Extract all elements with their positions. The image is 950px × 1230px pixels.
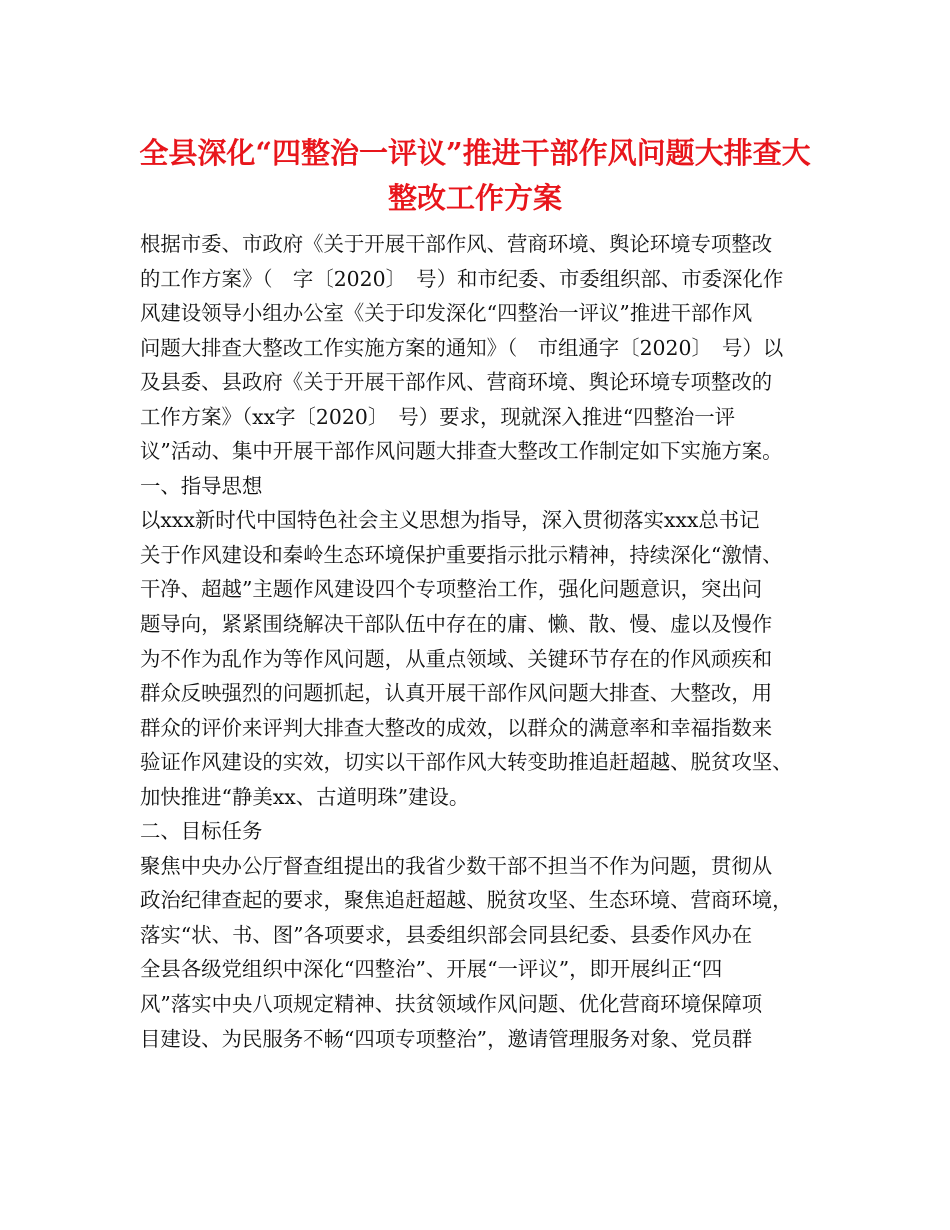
body-line: 工作方案》（xx字〔2020〕 号）要求，现就深入推进“四整治一评: [140, 404, 736, 429]
body-line: 群众的评价来评判大排查大整改的成效，以群众的满意率和幸福指数来: [140, 715, 773, 740]
section-heading-guiding-thought: 一、指导思想: [140, 473, 263, 498]
body-line: 全县各级党组织中深化“四整治”、开展“一评议”，即开展纠正“四: [140, 957, 723, 982]
body-line: 议”活动、集中开展干部作风问题大排查大整改工作制定如下实施方案。: [140, 439, 783, 464]
body-line: 验证作风建设的实效，切实以干部作风大转变助推追赶超越、脱贫攻坚、: [140, 750, 793, 775]
document-title-line-1: 全县深化“四整治一评议”推进干部作风问题大排查大: [139, 136, 811, 170]
section-heading-goals-tasks: 二、目标任务: [140, 819, 263, 844]
body-line: 为不作为乱作为等作风问题，从重点领域、关键环节存在的作风顽疾和: [140, 646, 773, 671]
body-line: 及县委、县政府《关于开展干部作风、营商环境、舆论环境专项整改的: [140, 370, 773, 395]
body-line: 群众反映强烈的问题抓起，认真开展干部作风问题大排查、大整改，用: [140, 681, 773, 706]
body-line: 风建设领导小组办公室《关于印发深化“四整治一评议”推进干部作风: [140, 301, 753, 326]
body-line: 聚焦中央办公厅督查组提出的我省少数干部不担当不作为问题，贯彻从: [140, 853, 773, 878]
body-line: 以xxx新时代中国特色社会主义思想为指导，深入贯彻落实xxx总书记: [140, 508, 760, 533]
body-line: 的工作方案》（ 字〔2020〕 号）和市纪委、市委组织部、市委深化作: [140, 266, 784, 291]
body-line: 干净、超越”主题作风建设四个专项整治工作，强化问题意识，突出问: [140, 577, 763, 602]
body-line: 目建设、为民服务不畅“四项专项整治”，邀请管理服务对象、党员群: [140, 1026, 753, 1051]
body-line: 落实“状、书、图”各项要求，县委组织部会同县纪委、县委作风办在: [140, 922, 753, 947]
body-line: 问题大排查大整改工作实施方案的通知》（ 市组通字〔2020〕 号）以: [140, 335, 784, 360]
body-line: 根据市委、市政府《关于开展干部作风、营商环境、舆论环境专项整改: [140, 232, 773, 256]
body-line: 政治纪律查起的要求，聚焦追赶超越、脱贫攻坚、生态环境、营商环境，: [140, 888, 793, 913]
body-line: 风”落实中央八项规定精神、扶贫领域作风问题、优化营商环境保障项: [140, 992, 763, 1017]
body-line: 关于作风建设和秦岭生态环境保护重要指示批示精神，持续深化“激情、: [140, 542, 783, 567]
document-title-line-2: 整改工作方案: [387, 181, 562, 215]
body-line: 加快推进“静美xx、古道明珠”建设。: [140, 784, 470, 809]
document-body: [140, 227, 830, 1056]
body-line: 题导向，紧紧围绕解决干部队伍中存在的庸、懒、散、慢、虚以及慢作: [140, 612, 773, 637]
